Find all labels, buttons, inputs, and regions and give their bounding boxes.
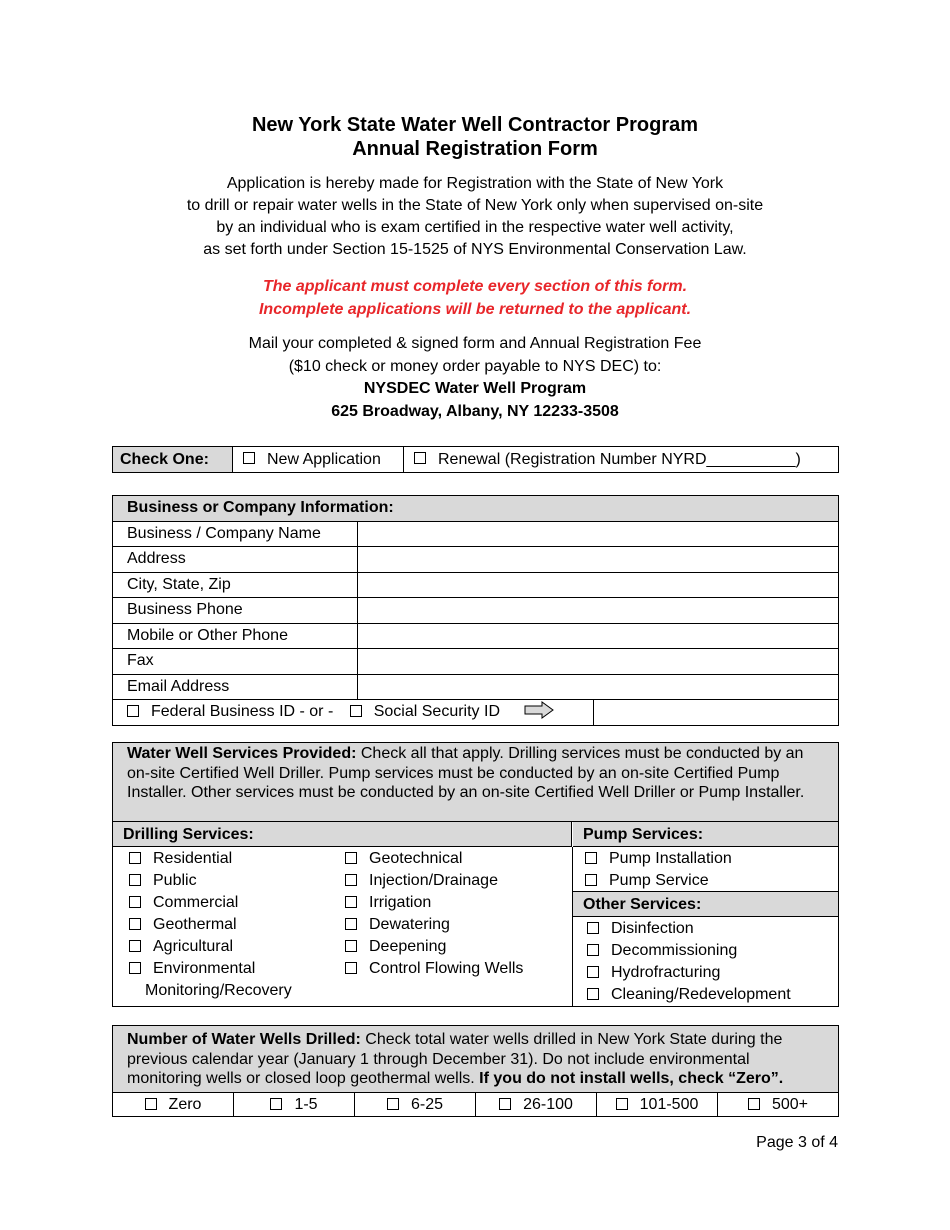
checkbox[interactable] bbox=[345, 962, 357, 974]
wells-option[interactable] bbox=[113, 1093, 234, 1116]
option-label: 101-500 bbox=[639, 1096, 699, 1113]
field-label: Business / Company Name bbox=[113, 521, 358, 547]
checkbox[interactable] bbox=[129, 918, 141, 930]
business-info-table bbox=[112, 495, 839, 726]
service-option[interactable] bbox=[587, 962, 720, 984]
field-label: Fax bbox=[113, 649, 358, 675]
service-option[interactable] bbox=[587, 918, 694, 940]
drilling-services-label: Drilling Services: bbox=[113, 822, 572, 847]
option-label: Commercial bbox=[153, 894, 239, 911]
fax-input[interactable] bbox=[358, 649, 839, 675]
mailing-instructions bbox=[0, 333, 950, 423]
mail-line: Mail your completed & signed form and Annual Registration Fee bbox=[248, 335, 702, 352]
option-label: 6-25 bbox=[410, 1096, 444, 1113]
service-option[interactable] bbox=[345, 958, 523, 980]
id-type-row bbox=[113, 700, 594, 726]
warning-line: The applicant must complete every section of this form. bbox=[262, 278, 688, 295]
email-input[interactable] bbox=[358, 674, 839, 700]
checkbox[interactable] bbox=[270, 1098, 282, 1110]
checkbox[interactable] bbox=[129, 852, 141, 864]
field-label: Email Address bbox=[113, 674, 358, 700]
mail-line: ($10 check or money order payable to NYS DEC) to: bbox=[288, 357, 662, 375]
new-application-checkbox[interactable] bbox=[243, 452, 255, 464]
option-label: Agricultural bbox=[153, 938, 234, 955]
pump-services-label: Pump Services: bbox=[573, 822, 838, 847]
page-number: Page 3 of 4 bbox=[756, 1134, 838, 1151]
option-label: Control Flowing Wells bbox=[369, 960, 524, 977]
option-label: Injection/Drainage bbox=[369, 872, 498, 889]
intro-line: Application is hereby made for Registration with the State of New York bbox=[226, 175, 724, 192]
services-section bbox=[112, 742, 839, 1007]
page-subtitle: Annual Registration Form bbox=[352, 138, 598, 160]
service-option[interactable] bbox=[587, 984, 791, 1006]
intro-line: to drill or repair water wells in the State of New York only when supervised on-site bbox=[186, 197, 764, 214]
checkbox[interactable] bbox=[587, 922, 599, 934]
ssn-checkbox[interactable] bbox=[350, 705, 362, 717]
service-option[interactable] bbox=[345, 892, 431, 914]
service-option[interactable] bbox=[129, 892, 238, 914]
option-label: Cleaning/Redevelopment bbox=[611, 986, 791, 1003]
option-label: Deepening bbox=[369, 938, 447, 955]
wells-option[interactable] bbox=[718, 1093, 838, 1116]
warning-line: Incomplete applications will be returned to the applicant. bbox=[258, 301, 692, 318]
service-option[interactable] bbox=[345, 870, 498, 892]
page-title: New York State Water Well Contractor Program bbox=[251, 114, 699, 136]
checkbox[interactable] bbox=[345, 874, 357, 886]
field-label: Business Phone bbox=[113, 598, 358, 624]
right-arrow-icon bbox=[524, 701, 554, 719]
service-option[interactable] bbox=[585, 848, 732, 870]
field-label: City, State, Zip bbox=[113, 572, 358, 598]
checkbox[interactable] bbox=[129, 962, 141, 974]
wells-drilled-section bbox=[112, 1025, 839, 1117]
service-option[interactable] bbox=[129, 870, 197, 892]
option-label: Pump Service bbox=[609, 872, 709, 889]
wells-heading-bold: Number of Water Wells Drilled: bbox=[127, 1031, 361, 1048]
services-heading bbox=[113, 743, 838, 822]
option-label-continued: Monitoring/Recovery bbox=[145, 982, 292, 999]
ssn-label: Social Security ID bbox=[373, 703, 500, 721]
checkbox[interactable] bbox=[585, 874, 597, 886]
option-label: Zero bbox=[168, 1096, 202, 1113]
wells-heading-bold-end: If you do not install wells, check “Zero”. bbox=[479, 1070, 784, 1087]
option-label: Hydrofracturing bbox=[611, 964, 721, 981]
checkbox[interactable] bbox=[345, 852, 357, 864]
renewal-label: Renewal (Registration Number NYRD__________) bbox=[438, 450, 801, 468]
option-label: 500+ bbox=[771, 1096, 809, 1113]
wells-option[interactable] bbox=[234, 1093, 355, 1116]
checkbox[interactable] bbox=[345, 896, 357, 908]
checkbox[interactable] bbox=[129, 874, 141, 886]
option-label: Geotechnical bbox=[369, 850, 463, 867]
column-divider bbox=[572, 847, 573, 1006]
service-option[interactable] bbox=[345, 936, 446, 958]
field-label: Address bbox=[113, 547, 358, 573]
checkbox[interactable] bbox=[587, 944, 599, 956]
checkbox[interactable] bbox=[129, 940, 141, 952]
option-label: Disinfection bbox=[611, 920, 694, 937]
option-label: Dewatering bbox=[369, 916, 450, 933]
wells-option[interactable] bbox=[355, 1093, 476, 1116]
option-label: 1-5 bbox=[294, 1096, 318, 1113]
service-option[interactable] bbox=[129, 914, 237, 936]
federal-id-checkbox[interactable] bbox=[127, 705, 139, 717]
warning-notice bbox=[0, 275, 950, 321]
service-option[interactable] bbox=[129, 848, 232, 870]
option-label: Public bbox=[153, 872, 197, 889]
checkbox[interactable] bbox=[499, 1098, 511, 1110]
option-label: Environmental bbox=[153, 960, 256, 977]
checkbox[interactable] bbox=[585, 852, 597, 864]
option-label: Irrigation bbox=[369, 894, 432, 911]
renewal-checkbox[interactable] bbox=[414, 452, 426, 464]
wells-heading bbox=[113, 1026, 838, 1093]
check-one-table bbox=[112, 446, 839, 473]
renewal-option[interactable] bbox=[404, 447, 839, 473]
field-label: Mobile or Other Phone bbox=[113, 623, 358, 649]
wells-heading-text: Check total water wells drilled in New York State during the previous calendar year (January 1 through December 31). Do not include environmental monitoring wells or closed loop geothermal wells. bbox=[127, 1031, 783, 1087]
mail-organization: NYSDEC Water Well Program bbox=[363, 380, 587, 397]
federal-id-label: Federal Business ID - or - bbox=[151, 703, 334, 721]
services-heading-text: Check all that apply. Drilling services must be conducted by an on-site Certified Well Driller. Pump services must be conducted by an on-site Certified Pump Installer. Other services must be conducted by an on-site Certified Well Driller or Pump Installer. bbox=[127, 745, 805, 801]
services-heading-bold: Water Well Services Provided: bbox=[127, 745, 357, 762]
check-one-label: Check One: bbox=[113, 447, 233, 473]
checkbox[interactable] bbox=[748, 1098, 760, 1110]
service-option[interactable] bbox=[129, 936, 233, 958]
intro-paragraph bbox=[0, 173, 950, 261]
checkbox[interactable] bbox=[129, 896, 141, 908]
checkbox[interactable] bbox=[587, 966, 599, 978]
checkbox[interactable] bbox=[587, 988, 599, 1000]
id-number-input[interactable] bbox=[594, 700, 839, 726]
wells-option[interactable] bbox=[597, 1093, 718, 1116]
option-label: Geothermal bbox=[153, 916, 237, 933]
checkbox[interactable] bbox=[616, 1098, 628, 1110]
business-name-input[interactable] bbox=[358, 521, 839, 547]
address-input[interactable] bbox=[358, 547, 839, 573]
new-application-option[interactable] bbox=[233, 447, 404, 473]
city-state-zip-input[interactable] bbox=[358, 572, 839, 598]
service-option[interactable] bbox=[345, 914, 450, 936]
checkbox[interactable] bbox=[345, 940, 357, 952]
checkbox[interactable] bbox=[387, 1098, 399, 1110]
mail-address: 625 Broadway, Albany, NY 12233-3508 bbox=[331, 402, 619, 420]
service-option[interactable] bbox=[587, 940, 737, 962]
business-phone-input[interactable] bbox=[358, 598, 839, 624]
service-option[interactable] bbox=[129, 958, 255, 980]
option-label: Residential bbox=[153, 850, 233, 867]
option-label: Decommissioning bbox=[611, 942, 738, 959]
new-application-label: New Application bbox=[267, 450, 381, 468]
intro-line: as set forth under Section 15-1525 of NYS Environmental Conservation Law. bbox=[203, 241, 747, 258]
option-label: 26-100 bbox=[523, 1096, 573, 1113]
checkbox[interactable] bbox=[145, 1098, 157, 1110]
wells-option[interactable] bbox=[476, 1093, 597, 1116]
mobile-phone-input[interactable] bbox=[358, 623, 839, 649]
service-option[interactable] bbox=[345, 848, 462, 870]
business-heading: Business or Company Information: bbox=[113, 496, 839, 522]
option-label: Pump Installation bbox=[609, 850, 732, 867]
other-services-label: Other Services: bbox=[573, 891, 838, 917]
service-option[interactable] bbox=[585, 870, 709, 892]
intro-line: by an individual who is exam certified in the respective water well activity, bbox=[216, 219, 734, 236]
checkbox[interactable] bbox=[345, 918, 357, 930]
